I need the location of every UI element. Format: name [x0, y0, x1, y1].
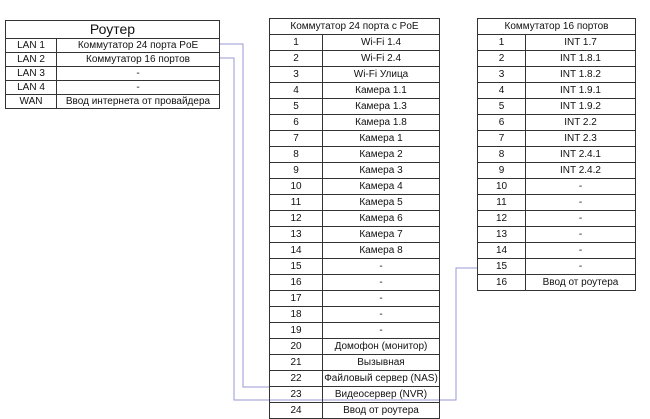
table-row [270, 99, 440, 115]
table-row [270, 83, 440, 99]
table-row [270, 291, 440, 307]
port-cell: 24 [270, 403, 323, 419]
port-cell: 8 [478, 147, 526, 163]
port-cell: LAN 4 [6, 81, 57, 95]
port-cell: 8 [270, 147, 323, 163]
port-cell: 6 [270, 115, 323, 131]
connection-cell: Камера 1.3 [323, 99, 440, 115]
table-row [478, 67, 636, 83]
port-cell: 5 [478, 99, 526, 115]
connection-cell: INT 2.3 [526, 131, 636, 147]
connection-cell: INT 1.9.1 [526, 83, 636, 99]
connection-cell: Вызывная [323, 355, 440, 371]
connection-cell: - [57, 67, 220, 81]
table-row [478, 211, 636, 227]
port-cell: 11 [478, 195, 526, 211]
port-cell: 17 [270, 291, 323, 307]
table-row [270, 259, 440, 275]
port-cell: 9 [270, 163, 323, 179]
wire-lan1-to-poe-port24 [220, 44, 269, 387]
connection-cell: INT 1.7 [526, 35, 636, 51]
table-row [270, 371, 440, 387]
switch16-title: Коммутатор 16 портов [478, 19, 636, 35]
table-row [270, 355, 440, 371]
table-row [478, 163, 636, 179]
port-cell: 16 [478, 275, 526, 291]
connection-cell: Ввод от роутера [323, 403, 440, 419]
router-title: Роутер [6, 21, 220, 39]
port-cell: 14 [270, 243, 323, 259]
connection-cell: - [526, 227, 636, 243]
port-cell: LAN 3 [6, 67, 57, 81]
connection-cell: - [323, 259, 440, 275]
port-cell: 6 [478, 115, 526, 131]
table-row [270, 403, 440, 419]
table-row [6, 95, 220, 109]
table-row [478, 83, 636, 99]
connection-cell: Wi-Fi 1.4 [323, 35, 440, 51]
connection-cell: Коммутатор 16 портов [57, 53, 220, 67]
table-row [270, 243, 440, 259]
table-row [6, 53, 220, 67]
port-cell: 15 [478, 259, 526, 275]
table-row [270, 131, 440, 147]
port-cell: 12 [270, 211, 323, 227]
table-row [478, 227, 636, 243]
table-row [6, 81, 220, 95]
table-row [270, 323, 440, 339]
port-cell: 14 [478, 243, 526, 259]
table-row [270, 211, 440, 227]
port-cell: 2 [478, 51, 526, 67]
table-row [6, 39, 220, 53]
port-cell: 2 [270, 51, 323, 67]
port-cell: 1 [270, 35, 323, 51]
connection-cell: - [526, 259, 636, 275]
table-row [478, 35, 636, 51]
port-cell: WAN [6, 95, 57, 109]
port-cell: 20 [270, 339, 323, 355]
port-cell: 15 [270, 259, 323, 275]
table-row [270, 67, 440, 83]
table-row [478, 259, 636, 275]
table-row [270, 195, 440, 211]
port-cell: 18 [270, 307, 323, 323]
port-cell: 10 [270, 179, 323, 195]
connection-cell: Ввод интернета от провайдера [57, 95, 220, 109]
connection-cell: Камера 5 [323, 195, 440, 211]
connection-cell: Камера 7 [323, 227, 440, 243]
table-row [478, 51, 636, 67]
connection-cell: Wi-Fi Улица [323, 67, 440, 83]
port-cell: 7 [270, 131, 323, 147]
connection-cell: INT 1.8.2 [526, 67, 636, 83]
port-cell: LAN 1 [6, 39, 57, 53]
poe-switch-title: Коммутатор 24 порта с PoE [270, 19, 440, 35]
connection-cell: - [323, 323, 440, 339]
table-row [478, 275, 636, 291]
port-cell: 19 [270, 323, 323, 339]
port-cell: 21 [270, 355, 323, 371]
connection-cell: Wi-Fi 2.4 [323, 51, 440, 67]
table-row [270, 51, 440, 67]
connection-cell: INT 2.4.2 [526, 163, 636, 179]
poe-switch-table [269, 18, 440, 419]
connection-cell: INT 1.8.1 [526, 51, 636, 67]
table-row [270, 35, 440, 51]
connection-cell: INT 2.4.1 [526, 147, 636, 163]
connection-cell: Камера 1.8 [323, 115, 440, 131]
table-row [478, 195, 636, 211]
connection-cell: Коммутатор 24 порта PoE [57, 39, 220, 53]
connection-cell: INT 1.9.2 [526, 99, 636, 115]
port-cell: 4 [270, 83, 323, 99]
table-row [270, 147, 440, 163]
port-cell: 7 [478, 131, 526, 147]
connection-cell: Камера 4 [323, 179, 440, 195]
table-row [270, 179, 440, 195]
table-row [478, 147, 636, 163]
port-cell: 10 [478, 179, 526, 195]
port-cell: 5 [270, 99, 323, 115]
connection-cell: - [323, 291, 440, 307]
connection-cell: Файловый сервер (NAS) [323, 371, 440, 387]
table-row [478, 115, 636, 131]
connection-cell: - [526, 211, 636, 227]
port-cell: 9 [478, 163, 526, 179]
connection-cell: Камера 1.1 [323, 83, 440, 99]
connection-cell: - [526, 243, 636, 259]
port-cell: 16 [270, 275, 323, 291]
port-cell: LAN 2 [6, 53, 57, 67]
table-row [6, 67, 220, 81]
port-cell: 3 [478, 67, 526, 83]
port-cell: 13 [270, 227, 323, 243]
table-row [270, 275, 440, 291]
port-cell: 13 [478, 227, 526, 243]
connection-cell: - [526, 179, 636, 195]
port-cell: 12 [478, 211, 526, 227]
connection-cell: - [323, 275, 440, 291]
connection-cell: Видеосервер (NVR) [323, 387, 440, 403]
table-row [270, 163, 440, 179]
table-row [270, 339, 440, 355]
port-cell: 22 [270, 371, 323, 387]
port-cell: 1 [478, 35, 526, 51]
connection-cell: Домофон (монитор) [323, 339, 440, 355]
connection-cell: - [526, 195, 636, 211]
table-row [478, 179, 636, 195]
connection-cell: Камера 3 [323, 163, 440, 179]
table-row [270, 115, 440, 131]
connection-cell: Камера 8 [323, 243, 440, 259]
connection-cell: Камера 6 [323, 211, 440, 227]
connection-cell: Камера 2 [323, 147, 440, 163]
connection-cell: Камера 1 [323, 131, 440, 147]
port-cell: 3 [270, 67, 323, 83]
table-row [270, 387, 440, 403]
connection-cell: - [323, 307, 440, 323]
table-row [478, 99, 636, 115]
table-row [270, 307, 440, 323]
connection-cell: Ввод от роутера [526, 275, 636, 291]
connection-cell: - [57, 81, 220, 95]
router-table [5, 20, 220, 109]
table-row [478, 243, 636, 259]
switch16-table [477, 18, 636, 291]
connection-cell: INT 2.2 [526, 115, 636, 131]
table-row [270, 227, 440, 243]
table-row [478, 131, 636, 147]
port-cell: 11 [270, 195, 323, 211]
port-cell: 23 [270, 387, 323, 403]
port-cell: 4 [478, 83, 526, 99]
